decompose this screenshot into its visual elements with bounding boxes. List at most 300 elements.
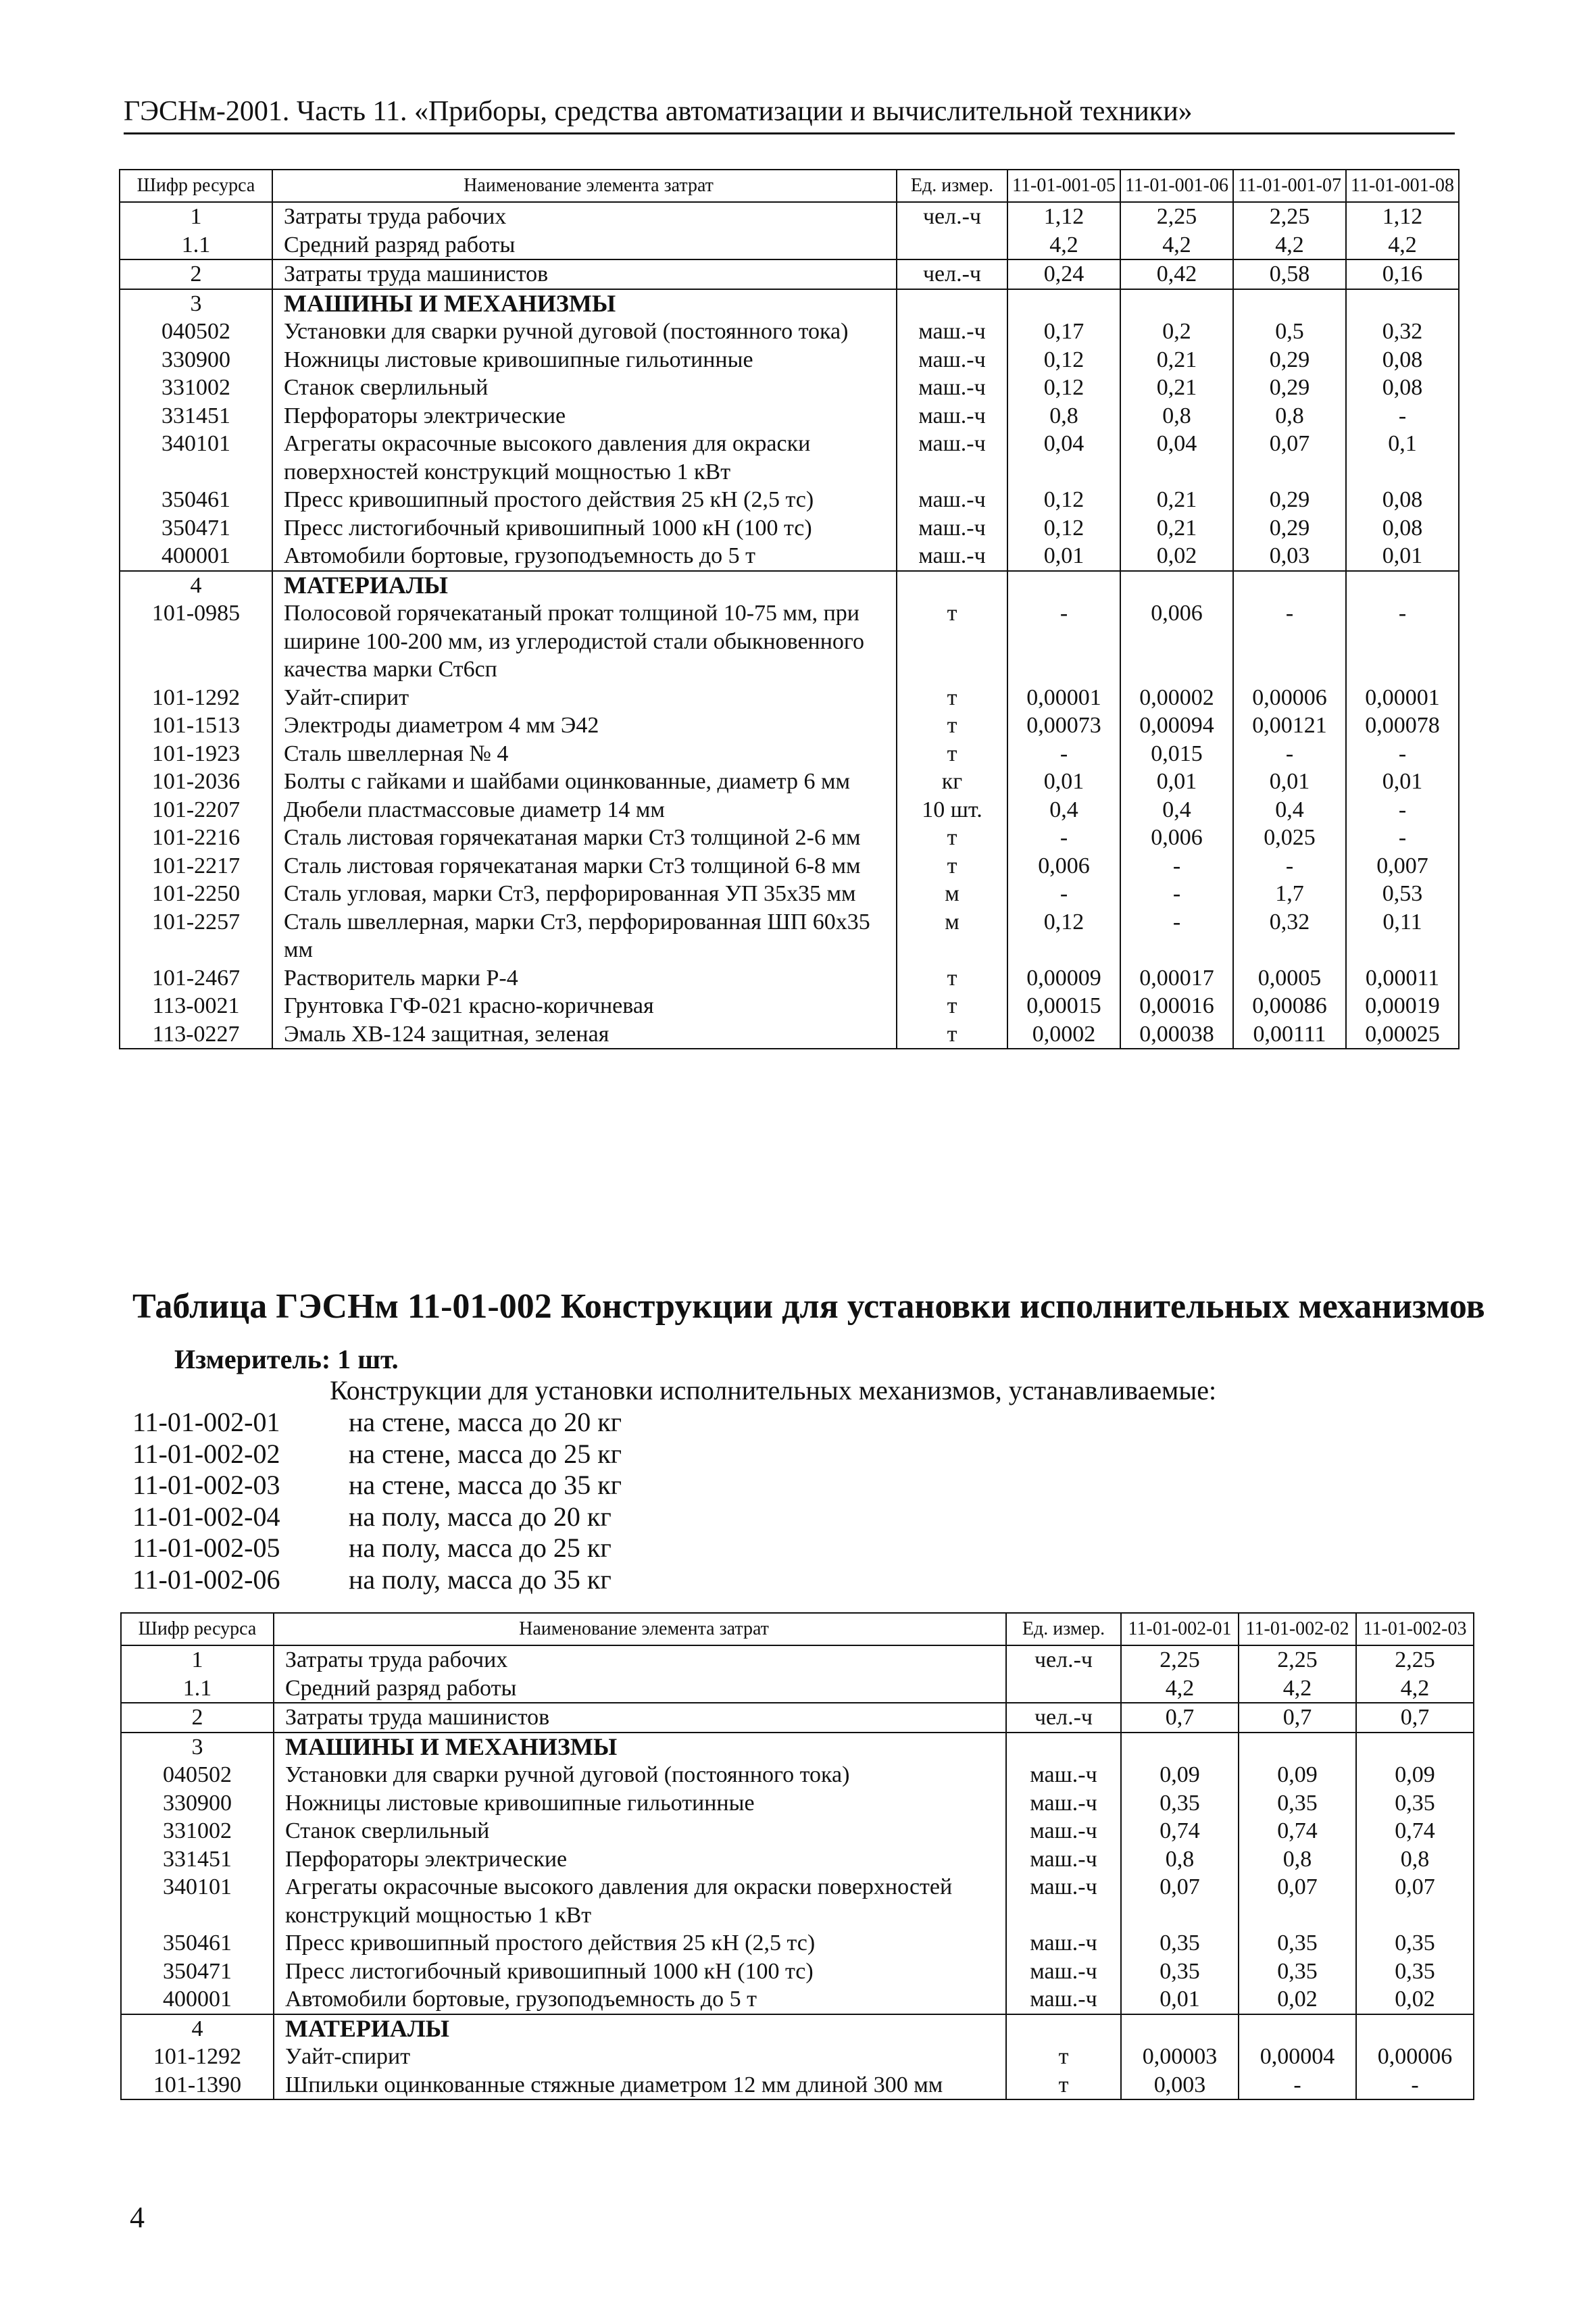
header-resource-code: Шифр ресурса [120,170,272,202]
table-row [121,1817,1474,1845]
cost-element-cell: Ножницы листовые кривошипные гильотинные [274,1789,1006,1818]
unit-cell: т [897,992,1007,1020]
table-title: Таблица ГЭСНм 11-01-002 Конструкции для установки исполнительных механизмов [132,1287,1485,1326]
value-cell: 0,00001 [1007,684,1120,712]
unit-cell: маш.-ч [897,430,1007,486]
value-cell: 0,00078 [1346,712,1459,740]
value-cell: 0,4 [1007,796,1120,824]
value-cell: - [1233,599,1346,684]
value-cell: 0,1 [1346,430,1459,486]
unit-cell [1006,1733,1121,1762]
value-cell: 1,7 [1233,880,1346,908]
resource-code-cell: 400001 [120,542,272,571]
variant-description: на полу, масса до 35 кг [349,1564,612,1595]
header-norm-code: 11-01-001-06 [1120,170,1233,202]
variant-description: на полу, масса до 20 кг [349,1501,612,1532]
resource-code-cell: 101-1292 [120,684,272,712]
value-cell: 0,0002 [1007,1020,1120,1049]
cost-element-cell: Сталь листовая горячекатаная марки Ст3 толщиной 2-6 мм [272,824,897,852]
value-cell: 4,2 [1356,1674,1474,1703]
value-cell: 0,12 [1007,908,1120,964]
table-row [120,402,1459,430]
resource-code-cell: 101-2216 [120,824,272,852]
value-cell: 0,8 [1007,402,1120,430]
unit-cell [1006,2014,1121,2043]
cost-element-cell: Полосовой горячекатаный прокат толщиной 10-75 мм, при ширине 100-200 мм, из углеродистой стали обыкновенного качества марки Ст6сп [272,599,897,684]
value-cell: 0,03 [1233,542,1346,571]
cost-element-cell: МАТЕРИАЛЫ [272,571,897,600]
value-cell: 4,2 [1121,1674,1239,1703]
section-row [121,1733,1474,1762]
value-cell: 0,00038 [1120,1020,1233,1049]
variant-item [132,1407,622,1439]
variant-item [132,1533,622,1564]
unit-cell [897,571,1007,600]
resource-code-cell: 101-2250 [120,880,272,908]
section-row [120,259,1459,289]
cost-element-cell: Установки для сварки ручной дуговой (постоянного тока) [274,1761,1006,1789]
value-cell: 4,2 [1007,231,1120,260]
value-cell: 0,32 [1346,318,1459,346]
value-cell: 0,00019 [1346,992,1459,1020]
value-cell: 0,00009 [1007,964,1120,993]
value-cell: 0,8 [1239,1845,1356,1874]
value-cell [1239,1733,1356,1762]
unit-cell: маш.-ч [897,374,1007,402]
resource-code-cell: 101-0985 [120,599,272,684]
value-cell: 0,35 [1121,1929,1239,1958]
value-cell [1356,2014,1474,2043]
resource-code-cell: 2 [121,1703,274,1733]
value-cell: 0,12 [1007,514,1120,543]
value-cell: 0,07 [1233,430,1346,486]
resource-code-cell: 101-2207 [120,796,272,824]
value-cell: 0,025 [1233,824,1346,852]
value-cell: 0,35 [1239,1958,1356,1986]
table-row [120,599,1459,684]
cost-element-cell: Средний разряд работы [272,231,897,260]
value-cell [1346,571,1459,600]
value-cell: 0,02 [1120,542,1233,571]
value-cell: - [1346,740,1459,768]
unit-cell: т [897,599,1007,684]
value-cell: 4,2 [1233,231,1346,260]
value-cell: 0,35 [1239,1929,1356,1958]
value-cell: 0,12 [1007,486,1120,514]
unit-cell: т [1006,2071,1121,2100]
value-cell: 0,21 [1120,374,1233,402]
table-row [121,1873,1474,1929]
value-cell: - [1007,740,1120,768]
table-row [120,684,1459,712]
value-cell: 0,24 [1007,259,1120,289]
value-cell: 0,12 [1007,346,1120,374]
value-cell: 0,08 [1346,514,1459,543]
variant-code: 11-01-002-02 [132,1438,280,1469]
unit-cell: м [897,880,1007,908]
table-row [120,430,1459,486]
table-row [121,2043,1474,2071]
value-cell: 0,00003 [1121,2043,1239,2071]
resource-code-cell: 330900 [121,1789,274,1818]
value-cell: 0,00002 [1120,684,1233,712]
unit-cell [897,231,1007,260]
value-cell: 0,08 [1346,486,1459,514]
table-row [120,712,1459,740]
resource-code-cell: 101-2257 [120,908,272,964]
variant-item [132,1470,622,1501]
value-cell: 0,09 [1239,1761,1356,1789]
value-cell: 0,08 [1346,346,1459,374]
table-row [120,486,1459,514]
value-cell: 0,02 [1239,1985,1356,2014]
unit-cell: маш.-ч [1006,1789,1121,1818]
resource-code-cell: 331451 [120,402,272,430]
cost-element-cell: Болты с гайками и шайбами оцинкованные, диаметр 6 мм [272,768,897,796]
value-cell: - [1120,908,1233,964]
value-cell: 0,02 [1356,1985,1474,2014]
resource-code-cell: 340101 [121,1873,274,1929]
value-cell [1356,1733,1474,1762]
table-header-row [120,170,1459,202]
cost-element-cell: Уайт-спирит [272,684,897,712]
section-row [120,289,1459,318]
unit-cell: маш.-ч [1006,1873,1121,1929]
unit-cell: маш.-ч [897,486,1007,514]
value-cell: 2,25 [1120,202,1233,231]
table-row [121,1958,1474,1986]
table-row [120,374,1459,402]
value-cell: 0,35 [1239,1789,1356,1818]
value-cell: 0,00015 [1007,992,1120,1020]
value-cell: 0,29 [1233,486,1346,514]
variant-item [132,1439,622,1470]
value-cell: - [1356,2071,1474,2100]
table-row [120,852,1459,880]
value-cell: - [1007,880,1120,908]
cost-element-cell: Затраты труда машинистов [272,259,897,289]
header-cost-element: Наименование элемента затрат [272,170,897,202]
value-cell: 0,42 [1120,259,1233,289]
section-row [121,1703,1474,1733]
value-cell: 0,01 [1346,542,1459,571]
header-norm-code: 11-01-002-02 [1239,1613,1356,1645]
cost-element-cell: Пресс листогибочный кривошипный 1000 кН (100 тс) [274,1958,1006,1986]
resource-code-cell: 2 [120,259,272,289]
value-cell: - [1007,824,1120,852]
value-cell: 0,07 [1356,1873,1474,1929]
unit-cell: маш.-ч [1006,1761,1121,1789]
value-cell: 0,53 [1346,880,1459,908]
value-cell: 0,32 [1233,908,1346,964]
value-cell: 0,00001 [1346,684,1459,712]
value-cell: 0,29 [1233,374,1346,402]
variant-code: 11-01-002-01 [132,1407,280,1437]
unit-cell: маш.-ч [897,542,1007,571]
unit-cell: маш.-ч [1006,1985,1121,2014]
value-cell: 0,7 [1356,1703,1474,1733]
unit-cell: 10 шт. [897,796,1007,824]
unit-cell: маш.-ч [1006,1929,1121,1958]
value-cell: - [1346,824,1459,852]
resource-code-cell: 331451 [121,1845,274,1874]
value-cell: 0,74 [1356,1817,1474,1845]
cost-element-cell: Пресс кривошипный простого действия 25 кН (2,5 тс) [272,486,897,514]
value-cell: 2,25 [1233,202,1346,231]
table-row [120,992,1459,1020]
value-cell [1239,2014,1356,2043]
value-cell: 0,00086 [1233,992,1346,1020]
value-cell: 0,00011 [1346,964,1459,993]
value-cell: 0,00025 [1346,1020,1459,1049]
unit-cell: т [897,964,1007,993]
table-row [120,796,1459,824]
resource-code-cell: 3 [120,289,272,318]
cost-element-cell: Автомобили бортовые, грузоподъемность до 5 т [272,542,897,571]
value-cell: 0,07 [1121,1873,1239,1929]
unit-cell: т [897,740,1007,768]
table-row [121,1789,1474,1818]
table-row [120,514,1459,543]
cost-element-cell: Уайт-спирит [274,2043,1006,2071]
section-row [120,571,1459,600]
unit-cell: т [897,684,1007,712]
resource-code-cell: 101-1923 [120,740,272,768]
value-cell: 0,74 [1239,1817,1356,1845]
value-cell: 0,003 [1121,2071,1239,2100]
resource-code-cell: 101-2467 [120,964,272,993]
resource-code-cell: 1 [120,202,272,231]
cost-element-cell: Перфораторы электрические [272,402,897,430]
value-cell: - [1346,402,1459,430]
value-cell: 0,00094 [1120,712,1233,740]
cost-element-cell: Пресс кривошипный простого действия 25 кН (2,5 тс) [274,1929,1006,1958]
value-cell: 0,09 [1121,1761,1239,1789]
cost-element-cell: Перфораторы электрические [274,1845,1006,1874]
unit-cell: маш.-ч [897,318,1007,346]
value-cell: 0,11 [1346,908,1459,964]
value-cell: 1,12 [1007,202,1120,231]
header-norm-code: 11-01-001-05 [1007,170,1120,202]
variant-list [132,1407,622,1595]
unit-cell: чел.-ч [897,259,1007,289]
table-row [120,346,1459,374]
header-unit: Ед. измер. [897,170,1007,202]
value-cell: 0,21 [1120,514,1233,543]
value-cell: 0,01 [1007,768,1120,796]
value-cell: 0,09 [1356,1761,1474,1789]
unit-cell: т [897,824,1007,852]
cost-element-cell: Сталь угловая, марки Ст3, перфорированная УП 35х35 мм [272,880,897,908]
unit-cell: т [897,1020,1007,1049]
cost-element-cell: Сталь швеллерная № 4 [272,740,897,768]
variant-description: на полу, масса до 25 кг [349,1533,612,1563]
value-cell: 0,01 [1120,768,1233,796]
value-cell: 0,01 [1007,542,1120,571]
value-cell: 0,006 [1120,599,1233,684]
cost-element-cell: Растворитель марки Р-4 [272,964,897,993]
resource-code-cell: 331002 [121,1817,274,1845]
table-body [120,202,1459,1049]
header-norm-code: 11-01-001-07 [1233,170,1346,202]
variant-code: 11-01-002-03 [132,1470,280,1500]
resource-code-cell: 101-2217 [120,852,272,880]
value-cell: - [1346,796,1459,824]
cost-element-cell: Средний разряд работы [274,1674,1006,1703]
table-row [120,202,1459,231]
constructions-intro: Конструкции для установки исполнительных механизмов, устанавливаемые: [330,1375,1217,1405]
value-cell: 0,015 [1120,740,1233,768]
value-cell: 0,04 [1007,430,1120,486]
value-cell: 0,35 [1356,1929,1474,1958]
resource-code-cell: 340101 [120,430,272,486]
value-cell: 0,58 [1233,259,1346,289]
value-cell: 0,8 [1233,402,1346,430]
value-cell: 0,00111 [1233,1020,1346,1049]
resource-code-cell: 350461 [121,1929,274,1958]
value-cell: 0,17 [1007,318,1120,346]
value-cell [1121,1733,1239,1762]
value-cell: 2,25 [1356,1645,1474,1674]
value-cell: 0,29 [1233,514,1346,543]
value-cell: 0,8 [1356,1845,1474,1874]
unit-cell: т [897,852,1007,880]
table-row [121,1761,1474,1789]
unit-cell: м [897,908,1007,964]
cost-element-cell: Сталь швеллерная, марки Ст3, перфорированная ШП 60х35 мм [272,908,897,964]
resource-code-cell: 400001 [121,1985,274,2014]
header-norm-code: 11-01-001-08 [1346,170,1459,202]
resource-code-cell: 101-1390 [121,2071,274,2100]
section-row [121,2014,1474,2043]
cost-element-cell: Установки для сварки ручной дуговой (постоянного тока) [272,318,897,346]
unit-cell: маш.-ч [897,402,1007,430]
unit-cell [1006,1674,1121,1703]
value-cell [1121,2014,1239,2043]
resource-code-cell: 101-2036 [120,768,272,796]
value-cell: 0,00017 [1120,964,1233,993]
unit-cell: маш.-ч [897,514,1007,543]
unit-cell: чел.-ч [1006,1645,1121,1674]
variant-code: 11-01-002-05 [132,1533,280,1563]
unit-cell: т [897,712,1007,740]
cost-element-cell: Грунтовка ГФ-021 красно-коричневая [272,992,897,1020]
value-cell: 0,7 [1239,1703,1356,1733]
value-cell: 0,08 [1346,374,1459,402]
value-cell: 0,4 [1233,796,1346,824]
value-cell: 0,01 [1346,768,1459,796]
value-cell: 0,29 [1233,346,1346,374]
header-norm-code: 11-01-002-01 [1121,1613,1239,1645]
table-row [120,318,1459,346]
resource-table-11-01-002 [120,1612,1474,2100]
value-cell: - [1239,2071,1356,2100]
value-cell: 0,01 [1233,768,1346,796]
table-row [121,2071,1474,2100]
value-cell: 0,35 [1121,1958,1239,1986]
unit-cell: маш.-ч [1006,1817,1121,1845]
unit-cell: т [1006,2043,1121,2071]
value-cell: 1,12 [1346,202,1459,231]
unit-cell: маш.-ч [1006,1845,1121,1874]
table-row [120,1020,1459,1049]
value-cell: 0,4 [1120,796,1233,824]
resource-code-cell: 1 [121,1645,274,1674]
value-cell: 0,16 [1346,259,1459,289]
value-cell: - [1120,880,1233,908]
value-cell: 0,74 [1121,1817,1239,1845]
value-cell: 0,7 [1121,1703,1239,1733]
value-cell: 0,007 [1346,852,1459,880]
header-resource-code: Шифр ресурса [121,1613,274,1645]
resource-code-cell: 1.1 [121,1674,274,1703]
cost-element-cell: Электроды диаметром 4 мм Э42 [272,712,897,740]
resource-table-11-01-001 [119,169,1460,1049]
cost-element-cell: Станок сверлильный [272,374,897,402]
resource-code-cell: 350471 [121,1958,274,1986]
resource-code-cell: 4 [120,571,272,600]
header-cost-element: Наименование элемента затрат [274,1613,1006,1645]
value-cell: - [1233,740,1346,768]
resource-code-cell: 330900 [120,346,272,374]
cost-element-cell: Агрегаты окрасочные высокого давления для окраски поверхностей конструкций мощностью 1 кВт [274,1873,1006,1929]
cost-element-cell: Сталь листовая горячекатаная марки Ст3 толщиной 6-8 мм [272,852,897,880]
value-cell: 0,07 [1239,1873,1356,1929]
value-cell [1120,571,1233,600]
table-row [120,231,1459,260]
value-cell: 0,006 [1120,824,1233,852]
value-cell: 0,35 [1356,1789,1474,1818]
value-cell: 0,21 [1120,486,1233,514]
table-row [121,1985,1474,2014]
resource-code-cell: 350461 [120,486,272,514]
resource-code-cell: 113-0227 [120,1020,272,1049]
cost-element-cell: Автомобили бортовые, грузоподъемность до 5 т [274,1985,1006,2014]
table-row [121,1929,1474,1958]
variant-code: 11-01-002-04 [132,1501,280,1532]
unit-cell: чел.-ч [1006,1703,1121,1733]
value-cell: 0,00121 [1233,712,1346,740]
value-cell: - [1233,852,1346,880]
resource-code-cell: 3 [121,1733,274,1762]
table-row [120,542,1459,571]
unit-cell: маш.-ч [1006,1958,1121,1986]
variant-item [132,1564,622,1596]
value-cell [1346,289,1459,318]
resource-code-cell: 101-1513 [120,712,272,740]
value-cell: 0,006 [1007,852,1120,880]
value-cell: 0,21 [1120,346,1233,374]
header-norm-code: 11-01-002-03 [1356,1613,1474,1645]
cost-element-cell: Шпильки оцинкованные стяжные диаметром 12 мм длиной 300 мм [274,2071,1006,2100]
table-row [120,908,1459,964]
cost-element-cell: МАТЕРИАЛЫ [274,2014,1006,2043]
header-unit: Ед. измер. [1006,1613,1121,1645]
value-cell: 0,12 [1007,374,1120,402]
value-cell: 0,00073 [1007,712,1120,740]
table-row [121,1645,1474,1674]
value-cell: 2,25 [1239,1645,1356,1674]
page-number: 4 [130,2201,145,2234]
unit-cell: маш.-ч [897,346,1007,374]
cost-element-cell: Затраты труда рабочих [272,202,897,231]
value-cell: 0,35 [1121,1789,1239,1818]
header-rule [124,132,1455,134]
value-cell: 0,00006 [1356,2043,1474,2071]
value-cell: 0,8 [1120,402,1233,430]
cost-element-cell: Затраты труда рабочих [274,1645,1006,1674]
table-body [121,1645,1474,2099]
